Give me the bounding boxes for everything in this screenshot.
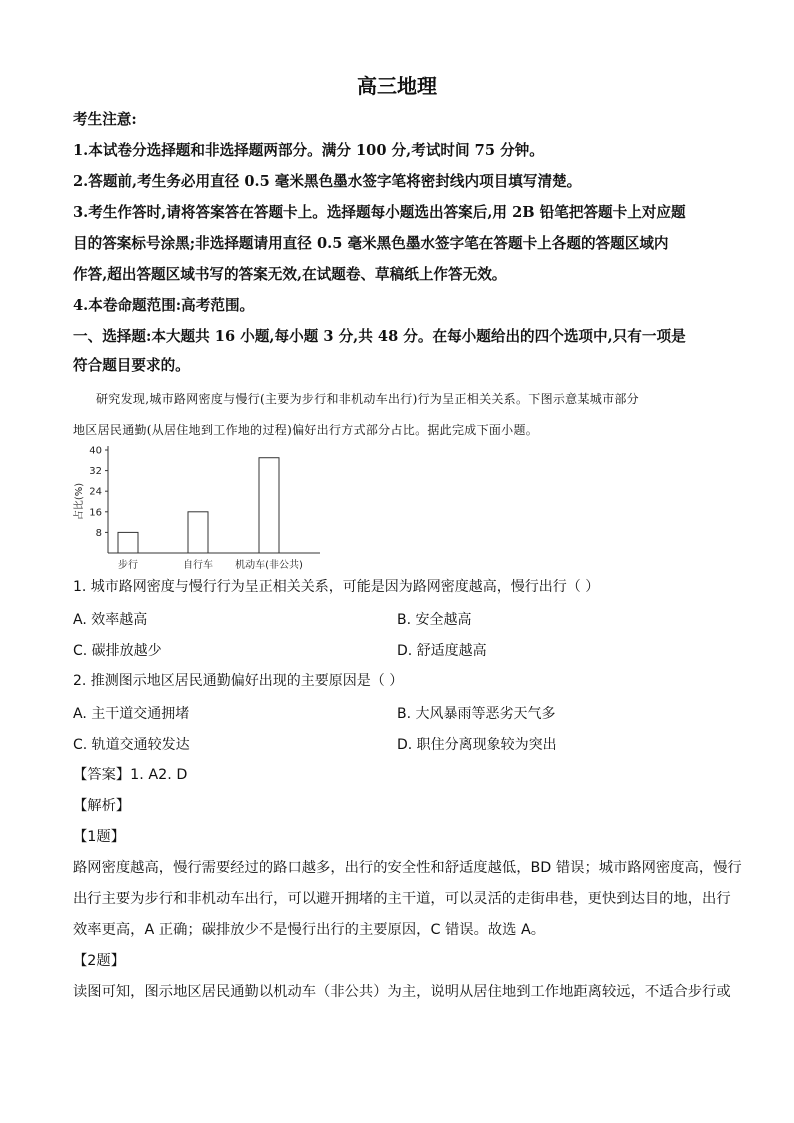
y-tick-label: 8 [95,527,102,539]
question-2-stem: 2. 推测图示地区居民通勤偏好出现的主要原因是（ ） [73,673,404,689]
y-tick-label: 32 [89,466,102,478]
intro-text-cont: 地区居民通勤(从居住地到工作地的过程)偏好出行方式部分占比。据此完成下面小题。 [73,423,539,437]
notice-heading: 考生注意: [73,111,137,128]
analysis-1-line-3: 效率更高，A 正确；碳排放少不是慢行出行的主要原因，C 错误。故选 A。 [73,922,546,938]
section-heading-cont: 符合题目要求的。 [73,357,190,374]
analysis-1-line-2: 出行主要为步行和非机动车出行，可以避开拥堵的主干道，可以灵活的走街串巷，更快到达目的地，出行 [73,891,731,907]
bar-3 [259,458,279,553]
x-category-label: 自行车 [183,560,213,571]
q1-option-c: C. 碳排放越少 [73,643,162,659]
bar-2 [188,512,208,553]
notice-item-3-cont2: 作答,超出答题区域书写的答案无效,在试题卷、草稿纸上作答无效。 [73,266,507,283]
notice-item-1: 1.本试卷分选择题和非选择题两部分。满分 100 分,考试时间 75 分钟。 [73,142,544,159]
question-1-stem: 1. 城市路网密度与慢行行为呈正相关关系，可能是因为路网密度越高，慢行出行（ ） [73,579,600,595]
analysis-label: 【解析】 [73,798,131,814]
analysis-2-line-1: 读图可知，图示地区居民通勤以机动车（非公共）为主，说明从居住地到工作地距离较远，不适合步行或 [73,984,731,1000]
y-tick-label: 24 [89,486,102,498]
analysis-sub-2: 【2题】 [73,953,125,969]
answer-label: 【答案】1. A2. D [73,767,188,783]
q2-option-b: B. 大风暴雨等恶劣天气多 [397,706,556,722]
notice-item-3: 3.考生作答时,请将答案答在答题卡上。选择题每小题选出答案后,用 2B 铅笔把答题卡上对应题 [73,204,686,221]
section-heading: 一、选择题:本大题共 16 小题,每小题 3 分,共 48 分。在每小题给出的四个选项中,只有一项是 [73,328,686,345]
x-category-label: 机动车(非公共) [235,560,303,571]
q1-option-d: D. 舒适度越高 [397,643,487,659]
q1-option-a: A. 效率越高 [73,612,148,628]
analysis-1-line-1: 路网密度越高，慢行需要经过的路口越多，出行的安全性和舒适度越低，BD 错误；城市路网密度高，慢行 [73,860,742,876]
intro-text: 研究发现,城市路网密度与慢行(主要为步行和非机动车出行)行为呈正相关关系。下图示意某城市部分 [96,392,639,406]
q2-option-d: D. 职住分离现象较为突出 [397,737,557,753]
commute-bar-chart [73,440,333,572]
notice-item-4: 4.本卷命题范围:高考范围。 [73,297,255,314]
bar-1 [118,532,138,553]
analysis-sub-1: 【1题】 [73,829,125,845]
notice-item-3-cont: 目的答案标号涂黑;非选择题请用直径 0.5 毫米黑色墨水签字笔在答题卡上各题的答题区域内 [73,235,669,252]
q2-option-c: C. 轨道交通较发达 [73,737,190,753]
page-title: 高三地理 [357,74,437,98]
y-axis-label: 占比(%) [74,482,85,521]
notice-item-2: 2.答题前,考生务必用直径 0.5 毫米黑色墨水签字笔将密封线内项目填写清楚。 [73,173,582,190]
q2-option-a: A. 主干道交通拥堵 [73,706,190,722]
q1-option-b: B. 安全越高 [397,612,472,628]
y-tick-label: 16 [89,507,102,519]
y-tick-label: 40 [89,445,102,457]
x-category-label: 步行 [118,560,138,571]
